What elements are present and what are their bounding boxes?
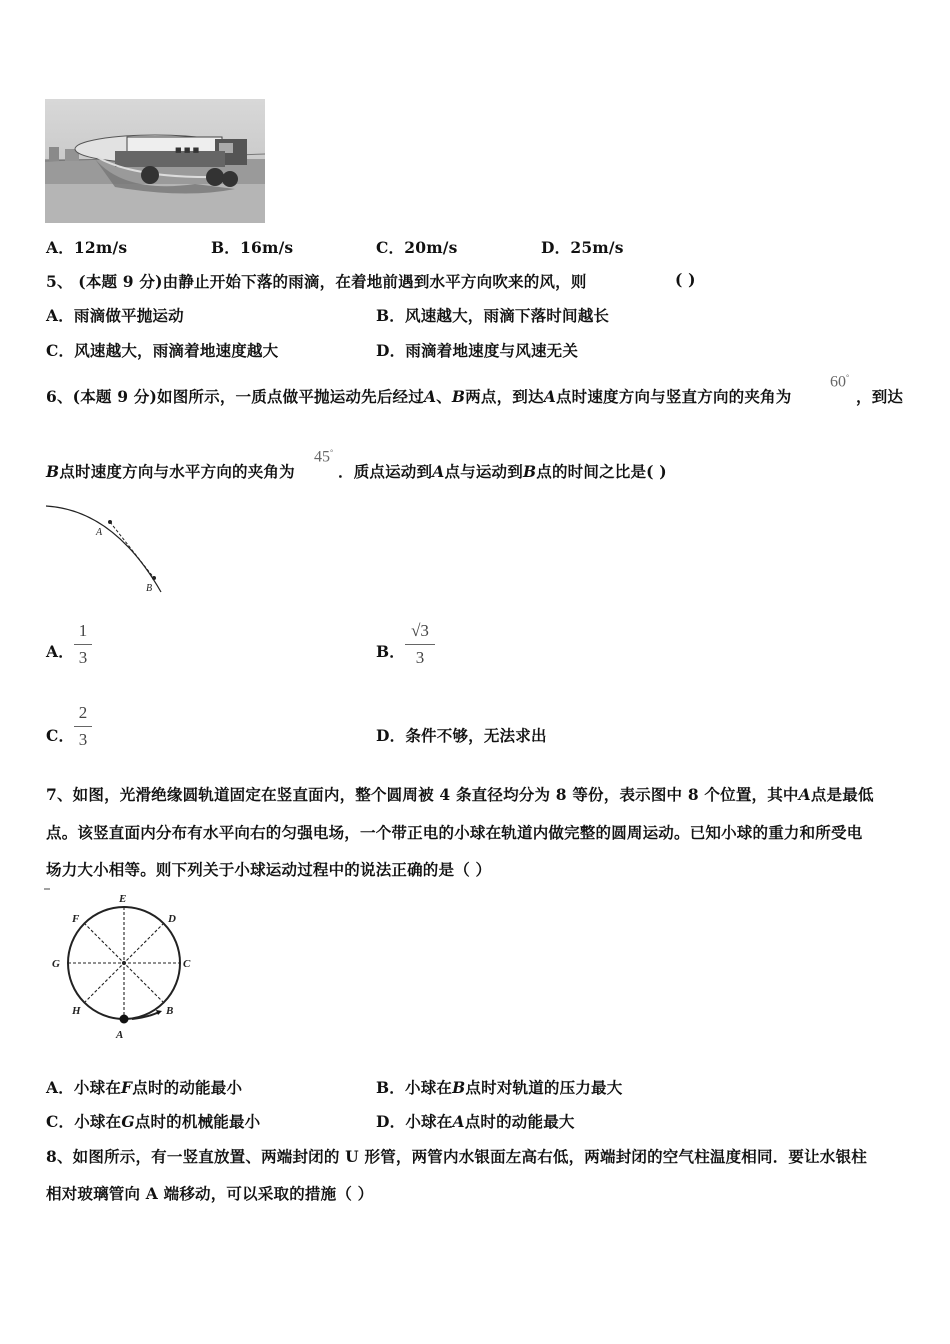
q7-option-a: A．小球在F点时的动能最小 <box>46 1078 243 1097</box>
q7-label-g: G <box>52 958 60 970</box>
q7-line1 <box>46 783 874 805</box>
q6-angle-60: 60° <box>830 373 850 391</box>
q4-option-a: A．12m/s <box>46 238 128 257</box>
q4-option-d: D．25m/s <box>541 238 624 257</box>
q6-fig-label-b: B <box>146 583 153 594</box>
q5-option-d: D．雨滴着地速度与风速无关 <box>376 341 579 360</box>
q6-line1-part1: 6、(本题 9 分)如图所示，一质点做平抛运动先后经过 <box>46 387 424 406</box>
q6-line1 <box>46 385 791 407</box>
q7-ball <box>120 1015 129 1024</box>
q6-option-b-fraction <box>405 620 435 669</box>
q7-line1-end: 点是最低 <box>810 785 874 804</box>
q6-line2-part1: 点时速度方向与水平方向的夹角为 <box>59 462 295 481</box>
q6-sep: 、 <box>436 387 452 406</box>
svg-text:■ ■ ■: ■ ■ ■ <box>175 146 200 154</box>
q6-angle-45: 45° <box>314 448 334 466</box>
q7-label-d: D <box>168 913 176 925</box>
q6-b-numerator: √3 <box>411 621 429 640</box>
q7-point-a: A <box>798 785 811 804</box>
q6-trajectory-curve <box>46 506 161 592</box>
q6-a-denominator: 3 <box>78 648 88 667</box>
q6-line1-end: ，到达 <box>856 387 904 406</box>
q6-line2-part2: ．质点运动到 <box>338 462 433 481</box>
q7-option-d: D．小球在A点时的动能最大 <box>376 1112 575 1131</box>
q6-option-b-label: B． <box>376 642 406 661</box>
q6-point-a-3: A <box>432 462 445 481</box>
q5-option-c: C．风速越大，雨滴着地速度越大 <box>46 341 279 360</box>
q7-line1-text: 7、如图，光滑绝缘圆轨道固定在竖直面内，整个圆周被 4 条直径均分为 8 等份，表示图中 8 个位置，其中 <box>46 785 799 804</box>
q7-circle-track-figure <box>44 886 204 1044</box>
q6-option-a-fraction <box>74 620 92 669</box>
q7-label-a: A <box>116 1029 124 1041</box>
q7-option-a-point: F <box>121 1078 133 1097</box>
q6-line2-rest <box>338 460 667 482</box>
q7-label-b: B <box>166 1005 174 1017</box>
q8-line2: 相对玻璃管向 A 端移动，可以采取的措施（ ） <box>46 1184 374 1203</box>
q6-point-a: A <box>423 387 437 406</box>
q5-answer-paren: ( ) <box>675 270 696 289</box>
q7-label-h: H <box>72 1005 81 1017</box>
q7-option-c: C．小球在G点时的机械能最小 <box>46 1112 261 1131</box>
q6-line2-part4: 点的时间之比是( ) <box>536 462 667 481</box>
q7-option-b: B．小球在B点时对轨道的压力最大 <box>376 1078 623 1097</box>
q6-c-numerator: 2 <box>78 703 88 722</box>
q5-option-b: B．风速越大，雨滴下落时间越长 <box>376 306 610 325</box>
q6-point-b: B <box>451 387 466 406</box>
sprinkler-truck-photo <box>45 99 265 223</box>
q6-line2 <box>46 460 295 482</box>
q6-point-b-3: B <box>522 462 537 481</box>
q5-option-a: A．雨滴做平抛运动 <box>46 306 184 325</box>
q6-chord <box>110 522 154 578</box>
q7-label-c: C <box>183 958 191 970</box>
q8-line1: 8、如图所示，有一竖直放置、两端封闭的 U 形管，两管内水银面左高右低，两端封闭的空气柱温度相同．要让水银柱 <box>46 1147 867 1166</box>
q6-line2-part3: 点与运动到 <box>444 462 523 481</box>
q6-option-a-label: A． <box>46 642 74 661</box>
q6-fig-label-a: A <box>96 527 103 538</box>
q7-option-d-point: A <box>452 1112 465 1131</box>
q5-stem: 5、 (本题 9 分)由静止开始下落的雨滴，在着地前遇到水平方向吹来的风，则 <box>46 272 587 291</box>
q6-b-denominator: 3 <box>415 648 425 667</box>
q6-point-b-2: B <box>46 462 60 481</box>
q6-point-a-2: A <box>543 387 556 406</box>
q6-option-d: D．条件不够，无法求出 <box>376 726 547 745</box>
q6-c-denominator: 3 <box>78 730 88 749</box>
q7-label-f: F <box>72 913 80 925</box>
q6-option-c-fraction <box>74 702 92 751</box>
q6-a-numerator: 1 <box>78 621 88 640</box>
q6-line1-part3: 点时速度方向与竖直方向的夹角为 <box>555 387 792 406</box>
q4-option-b: B．16m/s <box>211 238 294 257</box>
q7-label-e: E <box>119 893 127 905</box>
q7-option-b-point: B <box>452 1078 466 1097</box>
q6-trajectory-figure <box>44 500 169 600</box>
q7-option-c-point: G <box>121 1112 135 1131</box>
q6-option-c-label: C． <box>46 726 75 745</box>
q7-line3: 场力大小相等。则下列关于小球运动过程中的说法正确的是（ ） <box>46 860 492 879</box>
q7-line2: 点。该竖直面内分布有水平向右的匀强电场，一个带正电的小球在轨道内做完整的圆周运动。已知小球的重力和所受电 <box>46 823 863 842</box>
q4-option-c: C．20m/s <box>376 238 458 257</box>
q6-line1-part2: 两点，到达 <box>465 387 544 406</box>
